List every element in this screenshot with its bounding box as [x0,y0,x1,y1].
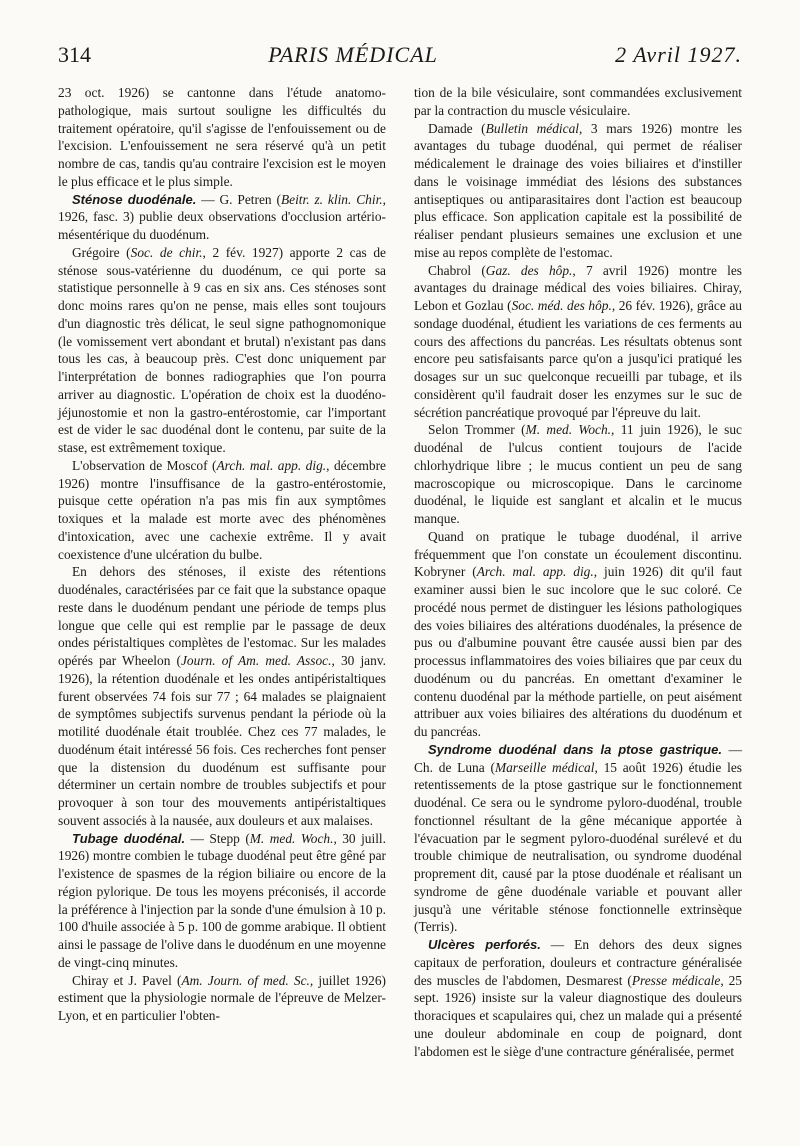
text-run: — G. Petren ( [196,191,281,207]
text-run: Chiray et J. Pavel ( [72,972,182,988]
paragraph [414,421,742,528]
text-run: Damade ( [428,120,486,136]
paragraph [414,84,742,120]
text-run: — Ch. de Luna ( [414,741,742,775]
text-run: , 25 sept. 1926) insiste sur la valeur diagnostique des douleurs thoraciques et scapulaires qui, chez un malade qui a présenté une douleur abdominale en coup de poignard, dont l'abdomen est le siège d'une contracture généralisée, permet [414,972,742,1059]
text-run: Grégoire ( [72,244,131,260]
text-run: , 30 janv. 1926), la rétention duodénale et les ondes antipéristaltiques furent observées 74 fois sur 77 ; 64 malades se plaignaient de symptômes subjectifs survenus pendant la période où la motilité duodénale était troublée. Chez ces 77 malades, le duodénum était intéressé 56 fois. Ces recherches font penser que la distension du duodénum est suffisante pour déterminer un certain nombre de troubles subjectifs et pour provoquer à son tour des mouvements antipéristaltiques souvent associés à la nausée, aux douleurs et aux malaises. [58,653,386,828]
text-run: Quand on pratique le tubage duodénal, il arrive fréquemment que l'on constate un écoulement discontinu. Kobryner ( [414,528,742,580]
section-heading: Syndrome duodénal dans la ptose gastrique. [428,741,722,757]
paragraph [414,528,742,741]
text-run: , 26 fév. 1926), grâce au sondage duodénal, étudient les variations de ces ferments au cours des affections du pancréas. Les résultats obtenus sont encore peu satisfaisants parce qu'on a jusqu'ici pratiqué les dosages sur un suc quelconque recueilli par tubage, et ils considèrent qu'il faudrait doser les enzymes sur le suc de sécrétion pancréatique provoqué par l'épreuve du lait. [414,298,742,420]
citation-italic: Bulletin médical [485,120,580,136]
text-run: L'observation de Moscof ( [72,457,217,473]
citation-italic: Marseille médical [494,759,595,775]
text-run: , 15 août 1926) étudie les retentissements de la ptose gastrique sur le fonctionnement duodénal. Ce sera ou le syndrome pyloro-duodénal, trouble fonctionnel résultant de la gêne mécanique apportée à l'évacuation par le segment pyloro-duodénal surélevé et du trouble chimique de neutralisation, ou syndrome duodénal proprement dit, causé par la ptose duodénale et réalisant un syndrome de gêne duodénale variable et pouvant aller jusqu'à une véritable sténose fonctionnelle extrinsèque (Terris). [414,759,742,935]
citation-italic: Soc. méd. des hôp. [511,298,612,313]
text-run: , juin 1926) dit qu'il faut examiner aussi bien le suc incolore que le suc coloré. Ce procédé nous permet de distinguer les lésions pathologiques des voies biliaires des altérations duodénales, la présence de pus ou d'albumine pouvant être causée aussi bien par des processus inflammatoires des voies biliaires que par ceux du duodénum ou du pancréas. En omettant d'examiner le contenu duodénal par la méthode partielle, on peut aisément attribuer aux voies biliaires des altérations du duodénum et du pancréas. [414,564,743,739]
citation-italic: Soc. de chir. [130,244,203,260]
page-number: 314 [58,42,91,67]
paragraph [58,830,386,972]
right-column [414,84,742,1060]
text-run: , 7 avril 1926) montre les avantages du drainage médical des voies biliaires. Chiray, Lebon et Gozlau ( [414,262,742,313]
text-run: , 3 mars 1926) montre les avantages du tubage duodénal, qui permet de réaliser médicalement le drainage des voies biliaires et d'instiller dans le voisinage immédiat des lésions des substances antiseptiques ou antiparasitaires dont l'action est beaucoup plus efficace. Son application capitale est la possibilité de réaliser pendant plusieurs semaines une exclusion et une mise au repos complète de l'estomac. [414,120,742,260]
text-run: — Stepp ( [185,830,250,846]
paragraph [58,244,386,457]
paragraph [58,563,386,829]
citation-italic: Arch. mal. app. dig. [476,564,594,580]
text-columns [58,84,742,1060]
text-run: Selon Trommer ( [428,422,526,438]
paragraph [58,84,386,191]
section-heading: Sténose duodénale. [72,191,197,207]
text-run: — En dehors des deux signes capitaux de perforation, douleurs et contracture généralisée des muscles de l'abdomen, Desmarest ( [414,937,742,988]
citation-italic: M. med. Woch. [525,422,612,438]
paragraph [58,191,386,244]
page-header [58,42,742,70]
text-run: , 2 fév. 1927) apporte 2 cas de sténose sous-vatérienne du duodénum, ce qui porte sa statistique personnelle à 9 cas en six ans. Ces sténoses sont donc moins rares qu'on ne pense, mais elles sont toujours d'un diagnostic très délicat, le seul signe pathognomonique (le vomissement vert abondant et brutal) n'existant pas dans tous les cas, à beaucoup près. C'est donc uniquement par l'interprétation de bonnes radiographies que l'on pourra arriver au diagnostic. L'opération de choix est la duodéno-jéjunostomie et non la gastro-entérostomie, car l'important est de vider le sac duodénal dont le contenu, par suite de la stase, est extrêmement toxique. [58,244,386,455]
text-run: En dehors des sténoses, il existe des rétentions duodénales, caractérisées par ce fait que la substance opaque reste dans le duodénum pendant une période de temps plus longue que celle qui est remplie par le passage de deux ondes péristaltiques complètes de l'estomac. Sur les malades opérés par Wheelon ( [58,564,386,668]
paragraph [414,741,742,936]
text-run: Chabrol ( [428,262,486,278]
citation-italic: Am. Journ. of med. Sc. [181,972,310,988]
citation-italic: Beitr. z. klin. Chir. [280,191,383,207]
text-run: , décembre 1926) montre l'insuffisance de la gastro-entérostomie, puisque cette opération n'a pas mis fin aux symptômes toxiques et la malade est morte avec des phénomènes d'intoxication, avec une cachexie extrême. Il y avait coexistence d'une ulcération du bulbe. [58,457,386,562]
paragraph [58,972,386,1025]
section-heading: Tubage duodénal. [72,830,186,846]
paragraph [58,457,386,564]
paragraph [414,936,742,1060]
journal-title: PARIS MÉDICAL [268,42,438,67]
section-heading: Ulcères perforés. [428,937,541,952]
paragraph [414,120,742,262]
text-run: , 30 juill. 1926) montre combien le tubage duodénal peut être gêné par l'existence de spasmes de la région biliaire ou encore de la région pylorique. De tous les moyens préconisés, il accorde la préférence à l'injection par la sonde d'une émulsion à 10 p. 100 d'huile associée à 5 p. 100 de gomme arabique. Il obtient ainsi le passage de l'olive dans le duodénum en une moyenne de vingt-cinq minutes. [58,830,386,970]
citation-italic: Presse médicale [631,972,721,988]
text-run: , 1926, fasc. 3) publie deux observations d'occlusion artério-mésentérique du duodénum. [58,191,386,242]
text-run: , 11 juin 1926), le suc duodénal de l'ulcus contient toujours de l'acide chlorhydrique libre ; le mucus contient un peu de sang macroscopique ou microscopique. Dans le carcinome duodénal, le liquide est sanglant et alcalin et le mucus manque. [414,422,742,526]
text-run: 23 oct. 1926) se cantonne dans l'étude anatomo-pathologique, mais surtout souligne les difficultés du traitement opératoire, qu'il s'agisse de l'enfouissement ou de l'excision. L'enfouissement ne sera réservé qu'à un petit nombre de cas, tandis qu'au contraire l'excision est le moyen le plus efficace et le plus simple. [58,85,386,189]
left-column [58,84,386,1060]
text-run: , juillet 1926) estiment que la physiologie normale de l'épreuve de Melzer-Lyon, et en particulier l'obten- [58,972,386,1023]
citation-italic: Journ. of Am. med. Assoc. [180,653,332,668]
text-run: tion de la bile vésiculaire, sont commandées exclusivement par la contraction du muscle vésiculaire. [414,85,742,118]
citation-italic: M. med. Woch. [249,830,334,846]
citation-italic: Gaz. des hôp. [485,262,573,278]
paragraph [414,262,742,422]
issue-date: 2 Avril 1927. [615,42,742,67]
citation-italic: Arch. mal. app. dig. [216,457,327,473]
